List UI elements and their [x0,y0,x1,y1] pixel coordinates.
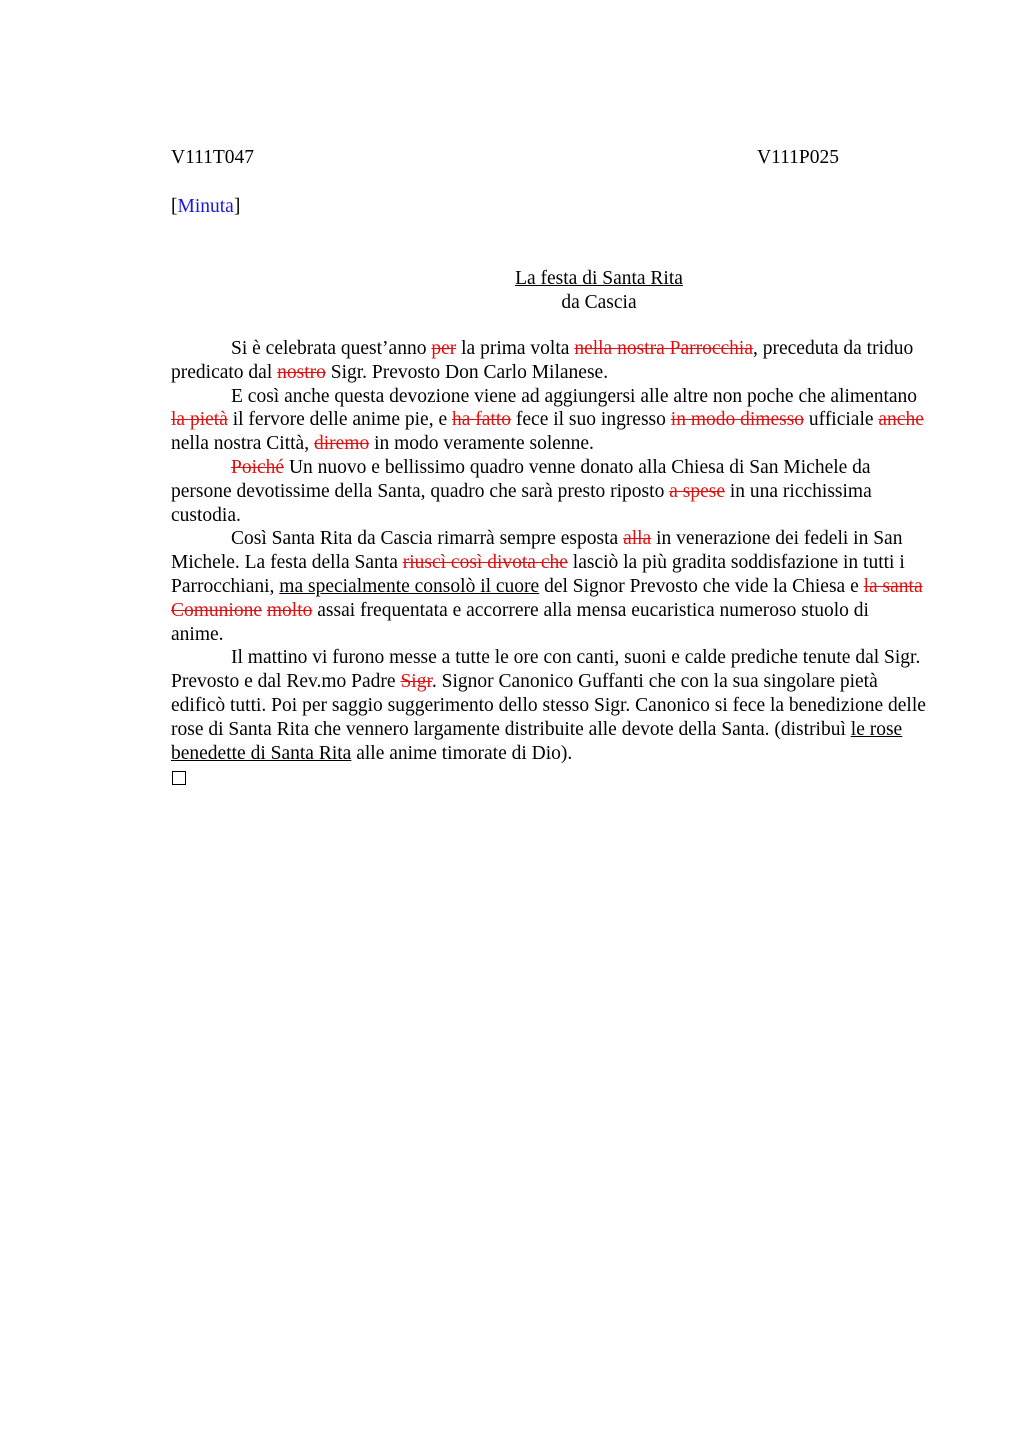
deleted-text: la pietà [171,409,228,431]
minuta-link[interactable]: Minuta [177,196,234,217]
title-line-2: da Cascia [561,292,637,313]
text-run: in modo veramente solenne. [369,433,594,455]
deleted-text: per [431,338,457,359]
deleted-text: alla [623,528,652,550]
text-run: ufficiale [804,409,879,431]
text-run: lasciò la più gradita soddisfazione in tutti i Parrocchiani, [171,552,905,597]
deleted-text: a spese [669,480,725,502]
square-icon [172,771,186,785]
paragraph-3 [171,456,926,527]
text-run: in una ricchissima custodia. [171,480,872,526]
document-header [171,147,839,171]
text-run: Così Santa Rita da Cascia rimarrà sempre esposta [231,528,624,550]
deleted-text: riuscì così divota che [402,552,568,574]
text-run: assai frequentata e accorrere alla mensa eucaristica numeroso stuolo di anime. [171,599,869,645]
bracket-open: [ [171,196,178,217]
minuta-label [171,196,240,218]
deleted-text: diremo [313,433,370,455]
text-run: E così anche questa devozione viene ad aggiungersi alle altre non poche che alimentano [231,385,918,407]
paragraph-2 [171,385,926,456]
deleted-text: Sigr [400,671,432,693]
text-run: il fervore delle anime pie, e [227,409,452,431]
deleted-text: Poiché [231,456,285,478]
paragraph-5 [171,646,926,765]
text-run: Sigr. Prevosto Don Carlo Milanese. [325,361,609,383]
title-line-1: La festa di Santa Rita [515,268,683,289]
deleted-text: la santa Comunione [171,575,923,621]
deleted-text: molto [266,599,313,621]
text-run: Si è celebrata quest’anno [231,338,432,359]
body-text [171,337,926,792]
text-run: Un nuovo e bellissimo quadro venne donato alla Chiesa di San Michele da persone devotissime della Santa, quadro che sarà presto riposto [171,456,871,502]
text-run: Il mattino vi furono messe a tutte le ore con canti, suoni e calde prediche tenute dal Sigr. Prevosto e dal Rev.mo Padre [171,647,921,693]
right-code: V111P025 [757,147,839,168]
left-code: V111T047 [171,147,255,168]
text-run: la prima volta [456,338,575,359]
deleted-text: ha fatto [452,409,512,431]
bracket-close: ] [233,196,241,217]
text-run: , preceduta da triduo predicato dal [171,338,914,383]
text-run: . Signor Canonico Guffanti che con la sua singolare pietà edificò tutti. Poi per saggio suggerimento dello stesso Sigr. Canonico si fece la benedizione delle rose di Santa Rita che vennero largamente distribuite alle devote della Santa. (distribuì [171,671,926,740]
paragraph-4 [171,527,926,646]
deleted-text: nella nostra Parrocchia [574,338,753,359]
paragraph-1 [171,337,926,385]
text-run: nella nostra Città, [171,433,314,455]
underlined-text: le rose benedette di Santa Rita [171,718,903,764]
underlined-text: ma specialmente consolò il cuore [279,575,540,597]
text-run: del Signor Prevosto che vide la Chiesa e [539,575,864,597]
deleted-text: in modo dimesso [670,409,805,431]
text-run: fece il suo ingresso [511,409,671,431]
title-block [434,267,764,315]
text-run: in venerazione dei fedeli in San Michele. La festa della Santa [171,528,903,574]
deleted-text: anche [878,409,924,431]
text-run: alle anime timorate di Dio). [351,742,573,764]
end-box-marker [171,765,926,792]
deleted-text: nostro [277,361,326,383]
